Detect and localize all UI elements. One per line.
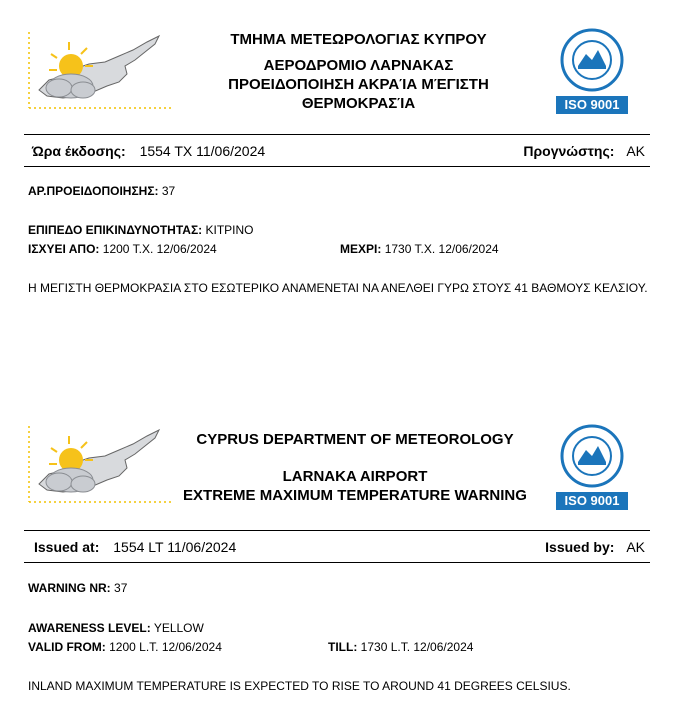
issued-by-value-english: AK <box>626 539 645 555</box>
org-title-greek: ΤΜΗΜΑ ΜΕΤΕΩΡΟΛΟΓΙΑΣ ΚΥΠΡΟΥ <box>230 31 487 48</box>
warning-title-greek-2: ΘΕΡΜΟΚΡΑΣΊΑ <box>301 95 416 112</box>
iso-logo-english <box>552 424 632 514</box>
iso-badge-greek: ISO 9001 <box>564 97 620 112</box>
forecaster-greek <box>523 143 645 160</box>
till-english <box>328 639 473 656</box>
org-title-english: CYPRUS DEPARTMENT OF METEOROLOGY <box>196 431 514 448</box>
issue-time-greek <box>32 143 265 160</box>
valid-from-label-english: VALID FROM: <box>28 640 106 654</box>
warning-nr-label-english: WARNING NR: <box>28 581 111 595</box>
awareness-level-greek <box>28 222 254 239</box>
divider-english-bottom <box>24 562 650 563</box>
valid-from-label-greek: ΙΣΧΥΕΙ ΑΠΟ: <box>28 242 100 256</box>
issued-by-english <box>545 539 645 556</box>
awareness-value-greek: ΚΙΤΡΙΝΟ <box>205 223 254 237</box>
warning-nr-english <box>28 580 127 597</box>
warning-nr-value-english: 37 <box>114 581 128 595</box>
issue-value-greek: 1554 ΤΧ 11/06/2024 <box>139 143 266 159</box>
issue-label-greek: Ώρα έκδοσης: <box>32 143 126 159</box>
message-greek: Η ΜΕΓΙΣΤΗ ΘΕΡΜΟΚΡΑΣΙΑ ΣΤΟ ΕΣΩΤΕΡΙΚΟ ΑΝΑΜΕΝΕΤΑΙ ΝΑ ΑΝΕΛΘΕΙ ΓΥΡΩ ΣΤΟΥΣ 41 ΒΑΘΜΟΥΣ ΚΕΛΣΙΟΥ. <box>28 281 648 295</box>
warning-nr-greek <box>28 183 175 200</box>
valid-from-value-english: 1200 L.T. 12/06/2024 <box>109 640 222 654</box>
issue-value-english: 1554 LT 11/06/2024 <box>113 539 237 555</box>
met-logo-greek <box>27 30 173 110</box>
awareness-label-greek: ΕΠΙΠΕΔΟ ΕΠΙΚΙΝΔΥΝΟΤΗΤΑΣ: <box>28 223 203 237</box>
awareness-value-english: YELLOW <box>153 621 204 635</box>
till-value-english: 1730 L.T. 12/06/2024 <box>360 640 474 654</box>
iso-logo-greek <box>552 28 632 118</box>
warning-nr-value-greek: 37 <box>161 184 176 198</box>
till-greek <box>340 241 499 258</box>
airport-title-greek: ΑΕΡΟΔΡΟΜΙΟ ΛΑΡΝΑΚΑΣ <box>263 57 454 74</box>
message-english: INLAND MAXIMUM TEMPERATURE IS EXPECTED TO RISE TO AROUND 41 DEGREES CELSIUS. <box>28 679 571 693</box>
till-value-greek: 1730 Τ.Χ. 12/06/2024 <box>384 242 499 256</box>
forecaster-value-greek: AK <box>626 143 645 159</box>
divider-english-top <box>24 530 650 531</box>
warning-title-greek-1: ΠΡΟΕΙΔΟΠΟΙΗΣΗ ΑΚΡΑΊΑ ΜΈΓΙΣΤΗ <box>228 76 489 93</box>
forecaster-label-greek: Προγνώστης: <box>523 143 615 159</box>
till-label-english: TILL: <box>328 640 358 654</box>
issued-by-label-english: Issued by: <box>545 539 615 555</box>
met-logo-english <box>27 424 173 504</box>
issue-label-english: Issued at: <box>34 539 100 555</box>
till-label-greek: ΜΕΧΡΙ: <box>340 242 382 256</box>
valid-from-english <box>28 639 222 656</box>
iso-badge-english: ISO 9001 <box>564 493 620 508</box>
awareness-level-english <box>28 620 204 637</box>
valid-from-value-greek: 1200 Τ.Χ. 12/06/2024 <box>102 242 217 256</box>
warning-nr-label-greek: ΑΡ.ΠΡΟΕΙΔΟΠΟΙΗΣΗΣ: <box>28 184 159 198</box>
warning-title-english: EXTREME MAXIMUM TEMPERATURE WARNING <box>183 487 527 504</box>
issue-time-english <box>34 539 236 556</box>
divider-greek-bottom <box>24 166 650 167</box>
airport-title-english: LARNAKA AIRPORT <box>282 468 428 485</box>
awareness-label-english: AWARENESS LEVEL: <box>28 621 151 635</box>
valid-from-greek <box>28 241 217 258</box>
divider-greek-top <box>24 134 650 135</box>
